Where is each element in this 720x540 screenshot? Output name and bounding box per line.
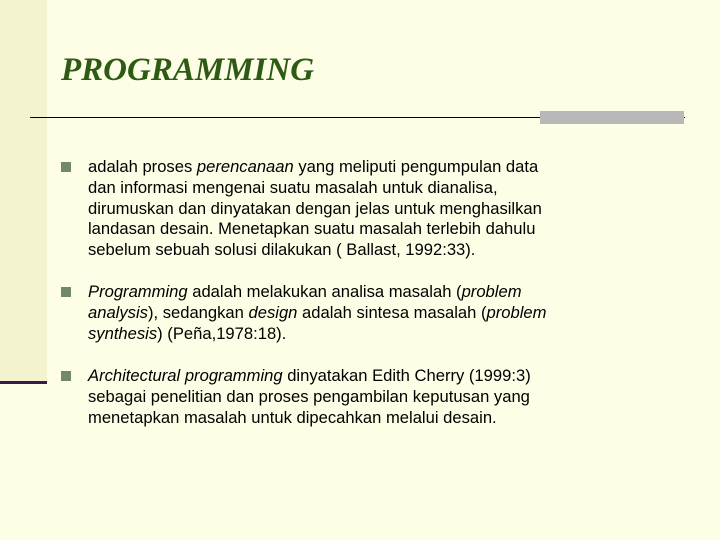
- italic-term: Architectural programming: [88, 366, 283, 386]
- text-run: dan informasi mengenai suatu masalah untuk dianalisa,: [88, 177, 498, 197]
- text-run: sebagai penelitian dan proses pengambilan keputusan yang: [88, 387, 530, 407]
- square-bullet-icon: [61, 162, 71, 172]
- text-run: menetapkan masalah untuk dipecahkan melalui desain.: [88, 407, 497, 427]
- text-run: adalah sintesa masalah (: [297, 302, 487, 322]
- bullet-item: [61, 366, 671, 428]
- italic-term: synthesis: [88, 323, 158, 343]
- italic-term: Programming: [88, 281, 188, 301]
- bullet-item: [61, 282, 671, 344]
- italic-term: problem: [486, 302, 547, 322]
- text-run: landasan desain. Menetapkan suatu masalah terlebih dahulu: [88, 219, 536, 239]
- bullet-text: [88, 366, 671, 428]
- text-run: sebelum sebuah solusi dilakukan ( Ballast, 1992:33).: [88, 240, 476, 260]
- text-run: ), sedangkan: [147, 302, 249, 322]
- text-run: adalah melakukan analisa masalah (: [187, 281, 462, 301]
- square-bullet-icon: [61, 371, 71, 381]
- text-run: dirumuskan dan dinyatakan dengan jelas untuk menghasilkan: [88, 198, 542, 218]
- title-accent-bar: [540, 111, 684, 124]
- bullet-item: [61, 157, 671, 261]
- italic-term: problem: [461, 281, 522, 301]
- slide-title: PROGRAMMING: [61, 52, 315, 88]
- italic-term: perencanaan: [196, 157, 294, 176]
- bullet-list: [61, 157, 671, 429]
- square-bullet-icon: [61, 287, 71, 297]
- text-run: dinyatakan Edith Cherry (1999:3): [282, 366, 531, 386]
- italic-term: analysis: [88, 302, 148, 322]
- left-band-rule: [0, 381, 47, 384]
- left-side-band: [0, 0, 47, 382]
- text-run: ) (Peña,1978:18).: [157, 323, 287, 343]
- text-run: yang meliputi pengumpulan data: [293, 157, 539, 176]
- bullet-text: [88, 282, 671, 344]
- bullet-text: [88, 157, 671, 261]
- italic-term: design: [248, 302, 298, 322]
- text-run: adalah proses: [88, 157, 197, 176]
